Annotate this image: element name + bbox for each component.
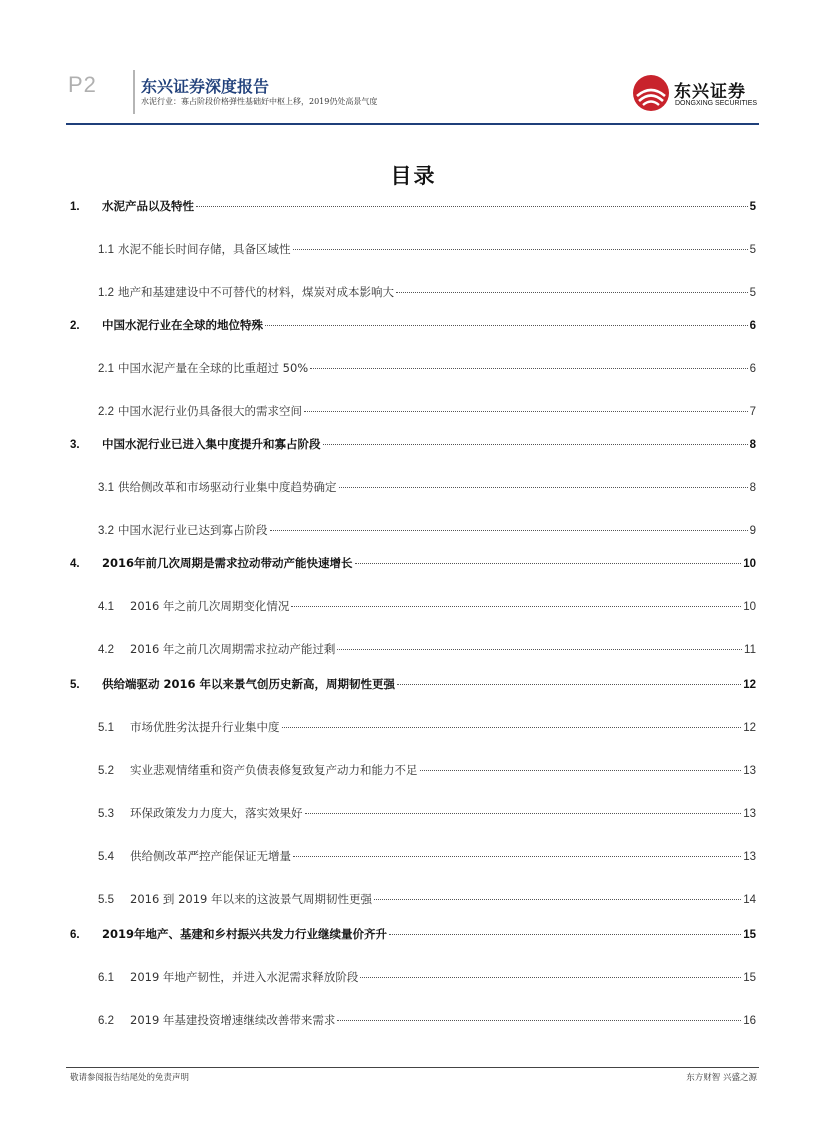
toc-entry-page: 9 [749,525,756,537]
toc-dot-leader [305,812,742,814]
footer-rule [66,1067,759,1068]
toc-entry-text: 水泥不能长时间存储，具备区域性 [118,242,291,256]
toc-dot-leader [293,248,748,250]
toc-entry-page: 16 [743,1015,756,1027]
toc-entry-page: 11 [744,644,756,656]
toc-entry-number: 6.2 [98,1015,114,1027]
toc-entry-section[interactable] [70,641,756,657]
toc-entry-section[interactable] [70,403,756,419]
toc-entry-number: 5.1 [98,722,114,734]
report-title: 东兴证券深度报告 [141,77,270,96]
toc-entry-chapter[interactable] [70,926,756,942]
toc-dot-leader [304,410,748,412]
toc-entry-page: 13 [743,808,756,820]
toc-dot-leader [397,683,741,685]
toc-entry-page: 5 [749,287,756,299]
toc-entry-text: 2016 年之前几次周期变化情况 [130,599,290,613]
toc-entry-section[interactable] [70,719,756,735]
toc-dot-leader [339,486,748,488]
toc-entry-text: 地产和基建建设中不可替代的材料，煤炭对成本影响大 [118,285,394,299]
toc-entry-number: 5.5 [98,894,114,906]
toc-entry-number: 4. [70,558,80,570]
page-label: P2 [68,72,97,97]
toc-entry-number: 2. [70,320,80,332]
toc-entry-number: 6.1 [98,972,114,984]
toc-entry-page: 13 [743,765,756,777]
toc-entry-chapter[interactable] [70,555,756,571]
toc-entry-section[interactable] [70,1012,756,1028]
toc-entry-section[interactable] [70,522,756,538]
toc-entry-page: 15 [743,972,756,984]
toc-entry-page: 5 [749,244,756,256]
toc-dot-leader [337,1019,741,1021]
toc-entry-section[interactable] [70,284,756,300]
toc-entry-page: 10 [743,601,756,613]
toc-dot-leader [355,562,742,564]
toc-entry-number: 3.1 [98,482,114,494]
toc-entry-number: 5.4 [98,851,114,863]
logo-text-cn: 东兴证券 [674,82,746,102]
toc-entry-number: 2.2 [98,406,114,418]
footer-disclaimer: 敬请参阅报告结尾处的免责声明 [70,1073,190,1083]
toc-entry-number: 4.2 [98,644,114,656]
dongxing-logo-icon [632,74,670,112]
toc-entry-text: 中国水泥行业已达到寡占阶段 [118,523,268,537]
toc-entry-number: 5.2 [98,765,114,777]
toc-entry-number: 1.1 [98,244,114,256]
toc-dot-leader [420,769,742,771]
toc-entry-chapter[interactable] [70,676,756,692]
toc-entry-page: 13 [743,851,756,863]
toc-entry-page: 5 [749,201,756,213]
toc-dot-leader [374,898,741,900]
toc-entry-text: 中国水泥产量在全球的比重超过 50% [118,361,309,375]
toc-entry-page: 14 [743,894,756,906]
toc-entry-text: 市场优胜劣汰提升行业集中度 [130,720,280,734]
report-subtitle: 水泥行业：寡占阶段价格弹性基础好中枢上移，2019仍处高景气度 [141,97,378,106]
toc-entry-number: 3. [70,439,80,451]
toc-entry-text: 2016 到 2019 年以来的这波景气周期韧性更强 [130,892,372,906]
toc-entry-page: 8 [749,439,756,451]
toc-entry-section[interactable] [70,891,756,907]
toc-entry-text: 2019 年地产韧性，并进入水泥需求释放阶段 [130,970,359,984]
toc-entry-text: 中国水泥行业已进入集中度提升和寡占阶段 [102,437,321,451]
toc-entry-text: 供给侧改革严控产能保证无增量 [130,849,291,863]
toc-dot-leader [196,205,748,207]
toc-entry-number: 3.2 [98,525,114,537]
toc-entry-text: 2016年前几次周期是需求拉动带动产能快速增长 [102,556,353,570]
toc-entry-page: 8 [749,482,756,494]
toc-entry-page: 12 [743,679,756,691]
toc-entry-number: 4.1 [98,601,114,613]
toc-entry-text: 供给侧改革和市场驱动行业集中度趋势确定 [118,480,337,494]
toc-dot-leader [282,726,742,728]
toc-entry-page: 15 [743,929,756,941]
toc-entry-text: 2019 年基建投资增速继续改善带来需求 [130,1013,336,1027]
header-rule [66,123,759,125]
toc-entry-number: 2.1 [98,363,114,375]
toc-entry-number: 5.3 [98,808,114,820]
logo-text-en: DONGXING SECURITIES [675,100,758,107]
toc-entry-text: 实业悲观情绪重和资产负债表修复致复产动力和能力不足 [130,763,418,777]
toc-dot-leader [323,443,748,445]
toc-entry-text: 供给端驱动 2016 年以来景气创历史新高，周期韧性更强 [102,677,396,691]
toc-entry-page: 7 [749,406,756,418]
toc-dot-leader [360,976,741,978]
toc-entry-text: 环保政策发力力度大，落实效果好 [130,806,303,820]
toc-dot-leader [389,933,741,935]
toc-entry-page: 6 [749,320,756,332]
footer-slogan: 东方财智 兴盛之源 [686,1073,757,1083]
toc-entry-chapter[interactable] [70,198,756,214]
toc-entry-section[interactable] [70,805,756,821]
toc-entry-section[interactable] [70,598,756,614]
toc-dot-leader [291,605,741,607]
toc-entry-page: 10 [743,558,756,570]
toc-entry-number: 6. [70,929,80,941]
toc-entry-section[interactable] [70,848,756,864]
toc-entry-section[interactable] [70,762,756,778]
toc-entry-text: 2019年地产、基建和乡村振兴共发力行业继续量价齐升 [102,927,388,941]
toc-entry-number: 1.2 [98,287,114,299]
toc-entry-page: 6 [749,363,756,375]
toc-dot-leader [270,529,748,531]
toc-entry-section[interactable] [70,360,756,376]
toc-dot-leader [396,291,748,293]
toc-entry-chapter[interactable] [70,317,756,333]
header-divider [133,70,135,114]
toc-entry-number: 5. [70,679,80,691]
toc-entry-page: 12 [743,722,756,734]
toc-dot-leader [293,855,741,857]
toc-dot-leader [265,324,748,326]
toc-entry-section[interactable] [70,479,756,495]
toc-entry-text: 中国水泥行业在全球的地位特殊 [102,318,263,332]
company-logo [632,74,762,114]
toc-entry-chapter[interactable] [70,436,756,452]
toc-entry-text: 2016 年之前几次周期需求拉动产能过剩 [130,642,336,656]
toc-entry-text: 中国水泥行业仍具备很大的需求空间 [118,404,302,418]
toc-entry-section[interactable] [70,969,756,985]
toc-entry-section[interactable] [70,241,756,257]
toc-entry-text: 水泥产品以及特性 [102,199,194,213]
toc-title: 目录 [390,164,437,188]
toc-dot-leader [310,367,747,369]
toc-dot-leader [337,648,742,650]
toc-entry-number: 1. [70,201,80,213]
